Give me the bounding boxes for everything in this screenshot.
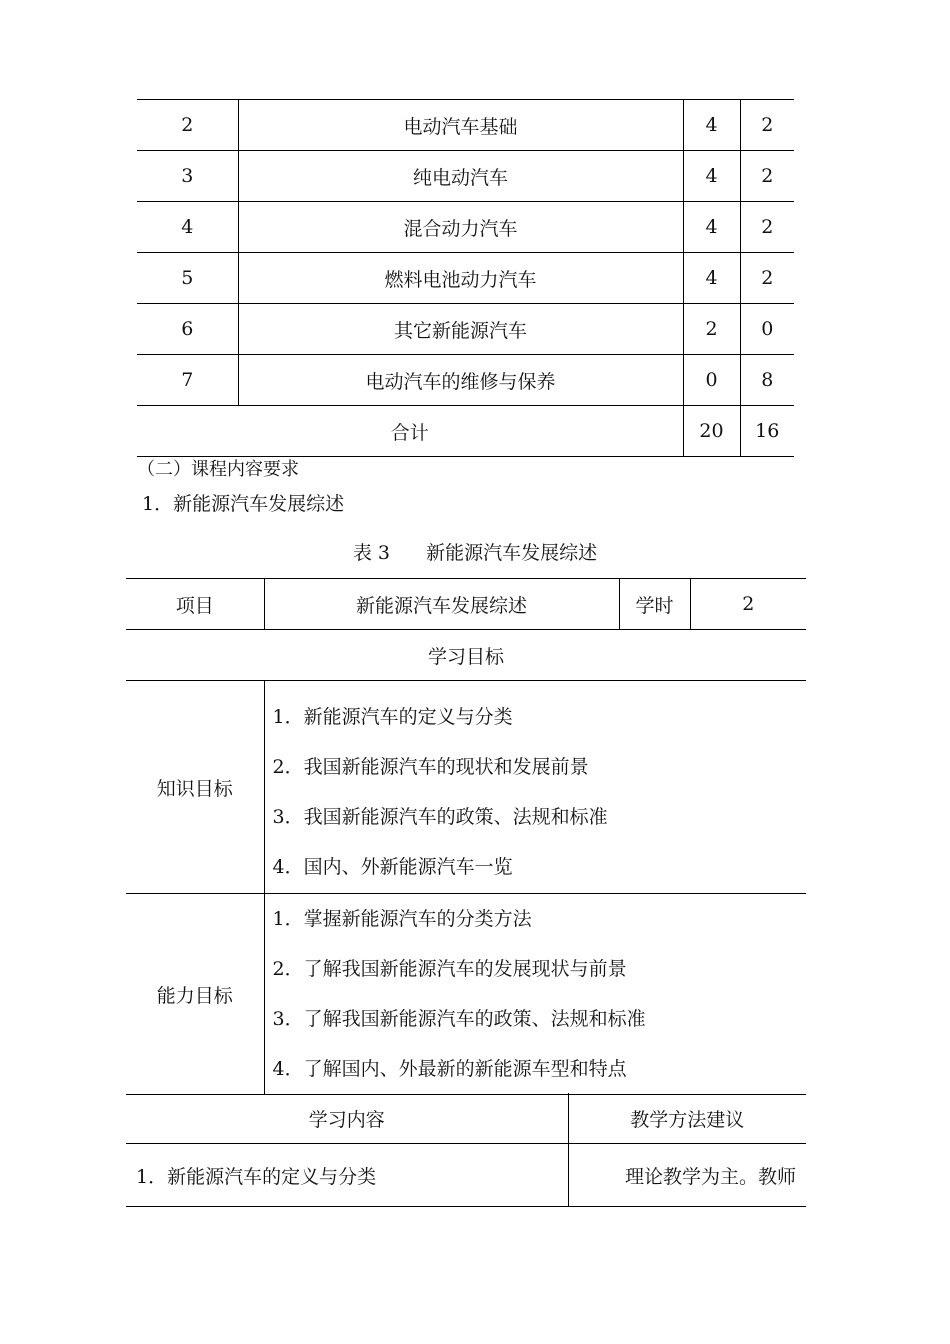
list-item: 4．了解国内、外最新的新能源车型和特点 [272,1058,627,1080]
table-caption: 表 3 新能源汽车发展综述 [352,542,598,564]
list-item: 4．国内、外新能源汽车一览 [272,856,513,878]
table-row [126,894,806,1095]
list-item: 1．掌握新能源汽车的分类方法 [272,908,532,930]
theory-hours: 4 [683,151,740,202]
practice-hours: 2 [740,253,794,304]
table-row [126,579,806,630]
hours-table [137,99,794,457]
module-name: 电动汽车的维修与保养 [238,355,683,406]
ability-goals-label: 能力目标 [126,894,264,1095]
content-item: 1．新能源汽车的定义与分类 [126,1144,568,1207]
practice-hours: 2 [740,202,794,253]
row-number: 6 [137,304,238,355]
list-item: 2．我国新能源汽车的现状和发展前景 [272,756,589,778]
total-practice-hours: 16 [740,406,794,457]
course-goals-table [126,578,806,1095]
practice-hours: 0 [740,304,794,355]
table-row [137,100,794,151]
total-theory-hours: 20 [683,406,740,457]
total-row [137,406,794,457]
module-name: 燃料电池动力汽车 [238,253,683,304]
table-row [137,355,794,406]
ability-goals-list [265,894,807,1094]
row-number: 7 [137,355,238,406]
theory-hours: 4 [683,100,740,151]
knowledge-goals-label: 知识目标 [126,681,264,894]
practice-hours: 2 [740,151,794,202]
hours-label: 学时 [619,579,690,630]
module-name: 其它新能源汽车 [238,304,683,355]
row-number: 4 [137,202,238,253]
section-heading: 1．新能源汽车发展综述 [142,493,345,515]
table-row [137,253,794,304]
row-number: 2 [137,100,238,151]
item-value: 新能源汽车发展综述 [264,579,619,630]
theory-hours: 4 [683,253,740,304]
table-row [126,681,806,894]
content-header: 学习内容 [126,1093,568,1144]
module-name: 电动汽车基础 [238,100,683,151]
table-row [137,202,794,253]
hours-value: 2 [690,579,806,630]
section-subtitle: （二）课程内容要求 [137,459,299,480]
method-item: 理论教学为主。教师 [568,1144,806,1207]
theory-hours: 4 [683,202,740,253]
row-number: 5 [137,253,238,304]
module-name: 混合动力汽车 [238,202,683,253]
item-label: 项目 [126,579,264,630]
goals-header: 学习目标 [126,630,806,681]
table-row [126,1144,806,1207]
list-item: 3．了解我国新能源汽车的政策、法规和标准 [272,1008,646,1030]
module-name: 纯电动汽车 [238,151,683,202]
method-header: 教学方法建议 [568,1093,806,1144]
theory-hours: 2 [683,304,740,355]
list-item: 2．了解我国新能源汽车的发展现状与前景 [272,958,627,980]
table-row [137,151,794,202]
knowledge-goals-list [265,682,807,892]
list-item: 3．我国新能源汽车的政策、法规和标准 [272,806,608,828]
practice-hours: 2 [740,100,794,151]
practice-hours: 8 [740,355,794,406]
list-item: 1．新能源汽车的定义与分类 [272,706,513,728]
theory-hours: 0 [683,355,740,406]
table-row [126,630,806,681]
total-label: 合计 [137,406,683,457]
table-row [137,304,794,355]
table-row [126,1093,806,1144]
row-number: 3 [137,151,238,202]
course-content-table [126,1093,806,1207]
